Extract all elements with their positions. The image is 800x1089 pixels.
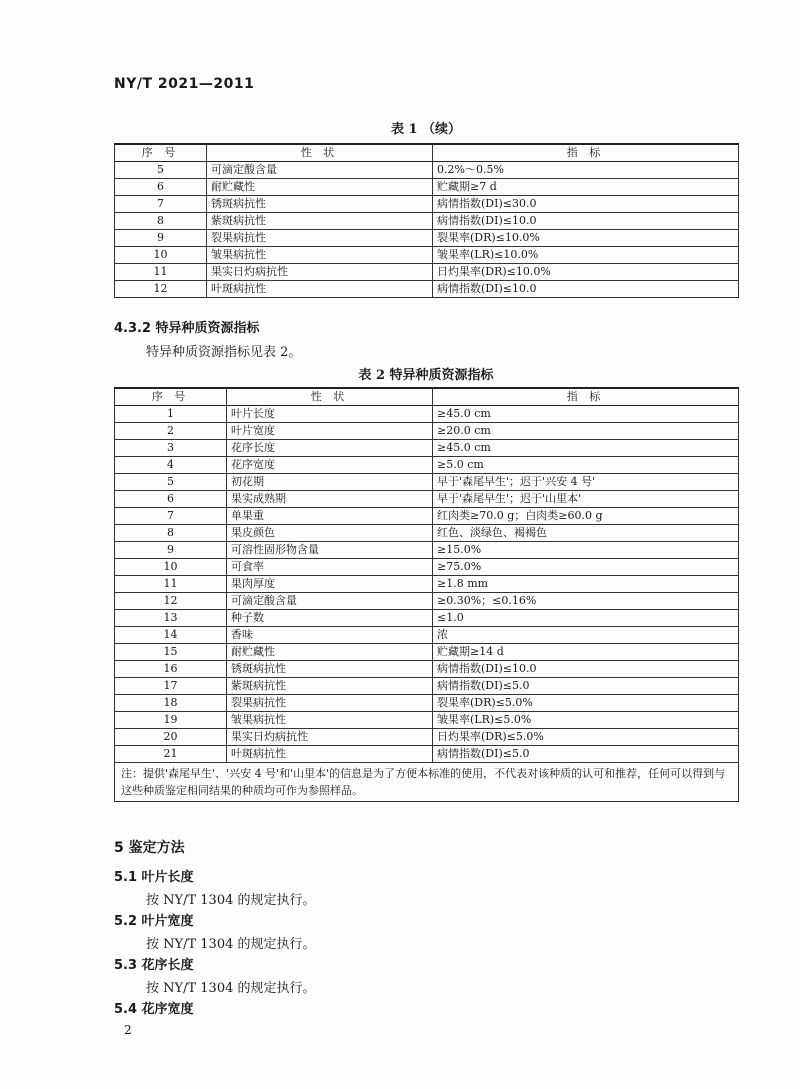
row-indicator: ≥15.0% <box>433 542 739 559</box>
table2-header-trait: 性 状 <box>227 388 433 406</box>
row-trait: 耐贮藏性 <box>207 179 433 196</box>
table-row <box>115 576 739 593</box>
table-row <box>115 196 739 213</box>
table2-header-no: 序 号 <box>115 388 227 406</box>
row-indicator: 病情指数(DI)≤10.0 <box>433 213 739 230</box>
table2-header-indicator: 指 标 <box>433 388 739 406</box>
table-row <box>115 678 739 695</box>
section-4-3-2-text: 特异种质资源指标见表 2。 <box>146 345 302 360</box>
row-trait: 果实成熟期 <box>227 491 433 508</box>
row-number: 11 <box>115 264 207 281</box>
row-indicator: 0.2%～0.5% <box>433 162 739 179</box>
row-number: 20 <box>115 729 227 746</box>
table-row <box>115 247 739 264</box>
row-indicator: 病情指数(DI)≤10.0 <box>433 661 739 678</box>
table-row <box>115 491 739 508</box>
row-trait: 初花期 <box>227 474 433 491</box>
row-number: 9 <box>115 542 227 559</box>
row-number: 12 <box>115 281 207 298</box>
section-5-3-text: 按 NY/T 1304 的规定执行。 <box>146 981 316 996</box>
section-5-1-text: 按 NY/T 1304 的规定执行。 <box>146 893 316 908</box>
row-number: 15 <box>115 644 227 661</box>
table2 <box>114 387 739 802</box>
row-indicator: 病情指数(DI)≤5.0 <box>433 678 739 695</box>
row-trait: 锈斑病抗性 <box>227 661 433 678</box>
row-number: 5 <box>115 474 227 491</box>
table1-header-no: 序 号 <box>115 144 207 162</box>
row-trait: 叶片长度 <box>227 406 433 423</box>
row-number: 6 <box>115 179 207 196</box>
row-trait: 可滴定酸含量 <box>227 593 433 610</box>
table-row <box>115 525 739 542</box>
row-number: 18 <box>115 695 227 712</box>
section-5-1-heading: 5.1 叶片长度 <box>114 870 194 885</box>
table1-header-indicator: 指 标 <box>433 144 739 162</box>
row-trait: 花序宽度 <box>227 457 433 474</box>
table-row <box>115 162 739 179</box>
row-number: 16 <box>115 661 227 678</box>
table2-header-row <box>115 388 739 406</box>
row-trait: 叶斑病抗性 <box>227 746 433 763</box>
table-row <box>115 610 739 627</box>
row-number: 9 <box>115 230 207 247</box>
row-indicator: 早于'森尾早生'；迟于'兴安 4 号' <box>433 474 739 491</box>
row-indicator: ≥1.8 mm <box>433 576 739 593</box>
row-indicator: 日灼果率(DR)≤5.0% <box>433 729 739 746</box>
page-number: 2 <box>124 1023 132 1037</box>
row-number: 6 <box>115 491 227 508</box>
row-indicator: ≥75.0% <box>433 559 739 576</box>
row-trait: 耐贮藏性 <box>227 644 433 661</box>
table-row <box>115 213 739 230</box>
row-trait: 皱果病抗性 <box>227 712 433 729</box>
table-row <box>115 746 739 763</box>
row-indicator: 皱果率(LR)≤10.0% <box>433 247 739 264</box>
standard-number-header: NY/T 2021—2011 <box>114 76 255 92</box>
row-indicator: 病情指数(DI)≤10.0 <box>433 281 739 298</box>
table1 <box>114 143 739 298</box>
table-row <box>115 440 739 457</box>
row-trait: 单果重 <box>227 508 433 525</box>
row-trait: 果实日灼病抗性 <box>227 729 433 746</box>
row-number: 8 <box>115 525 227 542</box>
row-indicator: 病情指数(DI)≤30.0 <box>433 196 739 213</box>
table-row <box>115 281 739 298</box>
table-row <box>115 179 739 196</box>
row-number: 21 <box>115 746 227 763</box>
table-row <box>115 661 739 678</box>
row-indicator: 浓 <box>433 627 739 644</box>
row-number: 7 <box>115 196 207 213</box>
row-number: 19 <box>115 712 227 729</box>
table-row <box>115 627 739 644</box>
row-trait: 叶斑病抗性 <box>207 281 433 298</box>
row-number: 10 <box>115 559 227 576</box>
row-indicator: 红色、淡绿色、褐褐色 <box>433 525 739 542</box>
table-row <box>115 712 739 729</box>
row-trait: 裂果病抗性 <box>207 230 433 247</box>
row-indicator: ≤1.0 <box>433 610 739 627</box>
row-trait: 可滴定酸含量 <box>207 162 433 179</box>
row-trait: 果实日灼病抗性 <box>207 264 433 281</box>
table2-caption: 表 2 特异种质资源指标 <box>358 368 494 383</box>
table2-note: 注：提供'森尾早生'、'兴安 4 号'和'山里本'的信息是为了方便本标准的使用，不代表对该种质的认可和推荐，任何可以得到与这些种质鉴定相同结果的种质均可作为参照样品。 <box>115 763 739 802</box>
table1-caption: 表 1 （续） <box>390 122 462 137</box>
section-5-2-text: 按 NY/T 1304 的规定执行。 <box>146 937 316 952</box>
table-row <box>115 474 739 491</box>
row-indicator: 病情指数(DI)≤5.0 <box>433 746 739 763</box>
row-trait: 锈斑病抗性 <box>207 196 433 213</box>
row-trait: 可食率 <box>227 559 433 576</box>
table-row <box>115 264 739 281</box>
row-indicator: 裂果率(DR)≤10.0% <box>433 230 739 247</box>
row-number: 3 <box>115 440 227 457</box>
row-trait: 果皮颜色 <box>227 525 433 542</box>
table-row <box>115 542 739 559</box>
row-number: 17 <box>115 678 227 695</box>
row-number: 13 <box>115 610 227 627</box>
table-row <box>115 457 739 474</box>
row-number: 10 <box>115 247 207 264</box>
row-indicator: 红肉类≥70.0 g；白肉类≥60.0 g <box>433 508 739 525</box>
row-indicator: ≥45.0 cm <box>433 440 739 457</box>
row-trait: 可溶性固形物含量 <box>227 542 433 559</box>
table1-header-trait: 性 状 <box>207 144 433 162</box>
table-row <box>115 423 739 440</box>
row-indicator: 日灼果率(DR)≤10.0% <box>433 264 739 281</box>
row-number: 7 <box>115 508 227 525</box>
row-trait: 裂果病抗性 <box>227 695 433 712</box>
section-5-3-heading: 5.3 花序长度 <box>114 958 194 973</box>
table-row <box>115 593 739 610</box>
table2-note-row <box>115 763 739 802</box>
row-indicator: ≥20.0 cm <box>433 423 739 440</box>
row-trait: 香味 <box>227 627 433 644</box>
row-indicator: ≥45.0 cm <box>433 406 739 423</box>
row-number: 11 <box>115 576 227 593</box>
row-number: 8 <box>115 213 207 230</box>
table-row <box>115 559 739 576</box>
section-5-4-heading: 5.4 花序宽度 <box>114 1002 194 1017</box>
table-row <box>115 695 739 712</box>
row-trait: 花序长度 <box>227 440 433 457</box>
table-row <box>115 644 739 661</box>
section-5-heading: 5 鉴定方法 <box>114 840 185 856</box>
row-trait: 紫斑病抗性 <box>207 213 433 230</box>
table-row <box>115 729 739 746</box>
row-indicator: ≥5.0 cm <box>433 457 739 474</box>
section-5-2-heading: 5.2 叶片宽度 <box>114 914 194 929</box>
row-trait: 紫斑病抗性 <box>227 678 433 695</box>
row-number: 4 <box>115 457 227 474</box>
row-number: 5 <box>115 162 207 179</box>
row-number: 14 <box>115 627 227 644</box>
row-trait: 种子数 <box>227 610 433 627</box>
row-trait: 果肉厚度 <box>227 576 433 593</box>
table1-header-row <box>115 144 739 162</box>
row-number: 2 <box>115 423 227 440</box>
table-row <box>115 508 739 525</box>
row-indicator: ≥0.30%；≤0.16% <box>433 593 739 610</box>
row-trait: 叶片宽度 <box>227 423 433 440</box>
row-number: 1 <box>115 406 227 423</box>
row-indicator: 贮藏期≥7 d <box>433 179 739 196</box>
row-indicator: 皱果率(LR)≤5.0% <box>433 712 739 729</box>
row-indicator: 贮藏期≥14 d <box>433 644 739 661</box>
row-number: 12 <box>115 593 227 610</box>
row-trait: 皱果病抗性 <box>207 247 433 264</box>
row-indicator: 早于'森尾早生'；迟于'山里本' <box>433 491 739 508</box>
table-row <box>115 230 739 247</box>
table-row <box>115 406 739 423</box>
section-4-3-2-heading: 4.3.2 特异种质资源指标 <box>114 321 260 336</box>
row-indicator: 裂果率(DR)≤5.0% <box>433 695 739 712</box>
